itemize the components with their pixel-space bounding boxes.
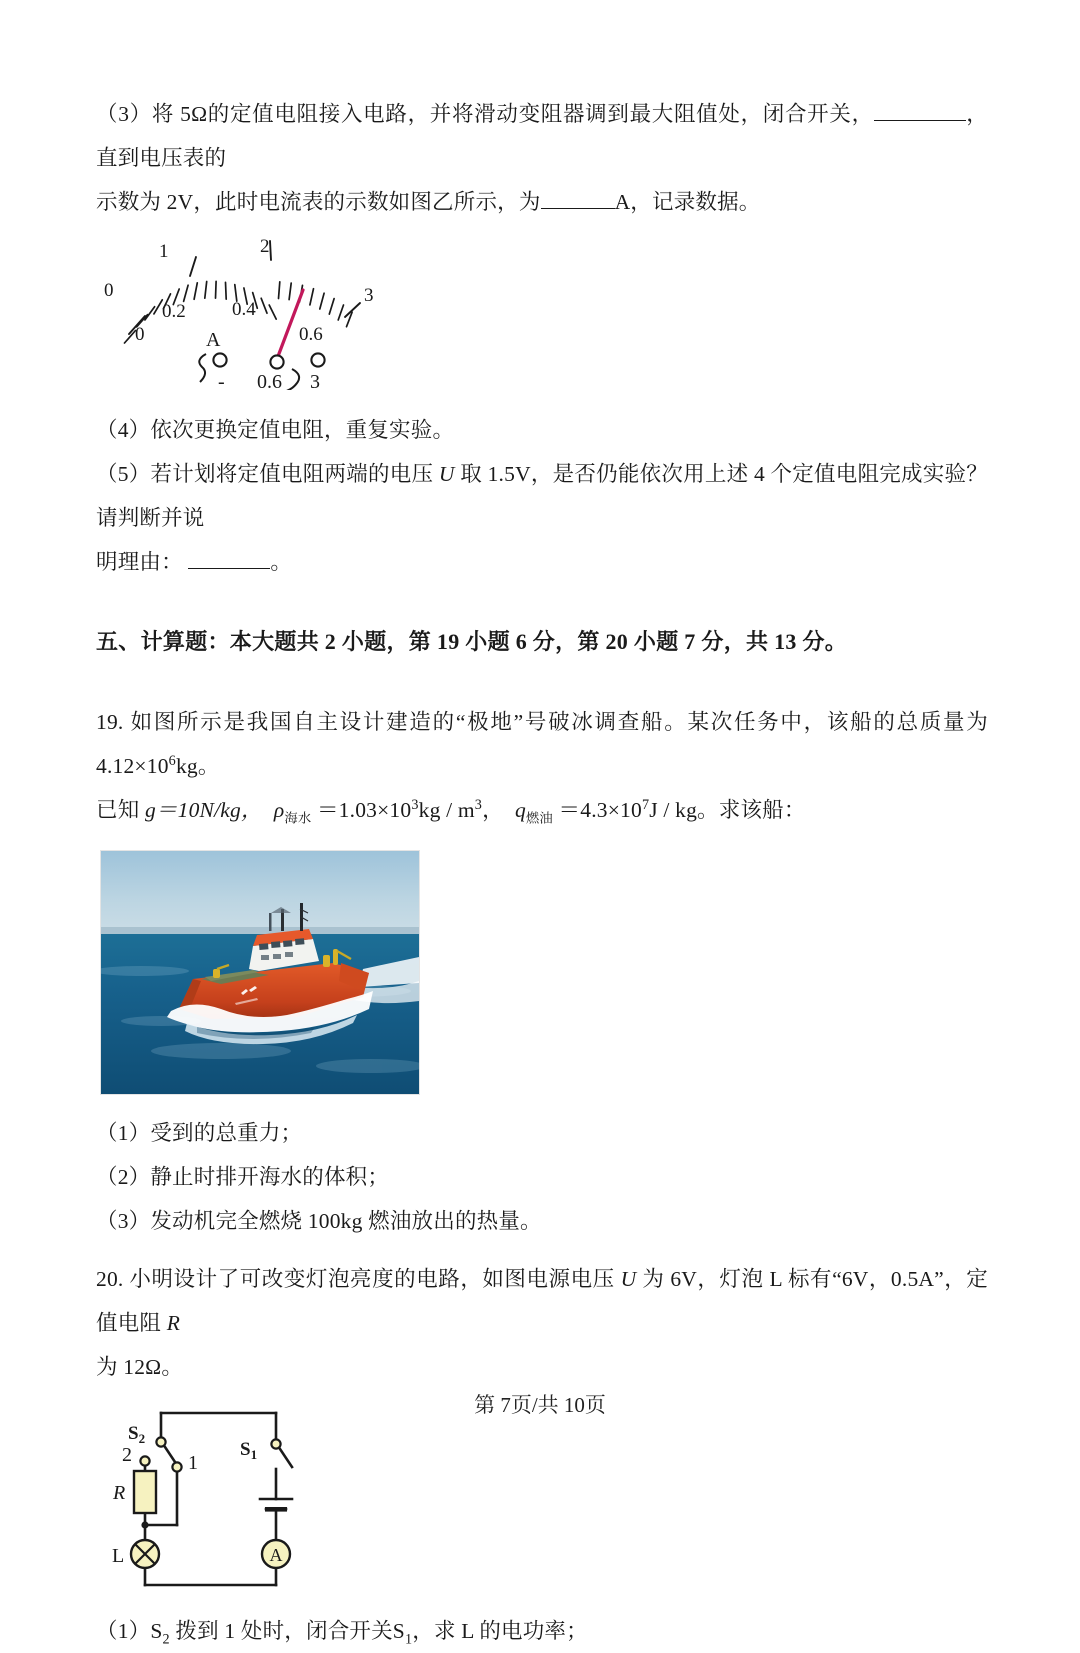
section-5-heading: 五、计算题：本大题共 2 小题，第 19 小题 6 分，第 20 小题 7 分，共 13 分。 (96, 629, 848, 654)
terminal-label-minus: - (218, 371, 225, 390)
scale-inner-0-4: 0.4 (232, 299, 256, 320)
q-value-b: J / kg (649, 798, 698, 822)
scale-outer-3: 3 (364, 285, 374, 306)
q20-item1-a: （1）S (96, 1619, 163, 1643)
question-20-stem (96, 1257, 988, 1345)
label-switch-s1: $S_1$ (240, 1439, 258, 1462)
q19-stem-a: 19. 如图所示是我国自主设计建造的“极地”号破冰调查船。某次任务中，该船的总质量为 4.12×10 (96, 710, 988, 778)
step3-line2-b: A，记录数据。 (614, 190, 761, 214)
scale-outer-2: 2 (260, 236, 270, 257)
given-label: 已知 (96, 798, 145, 822)
switch-s2-terminal-2 (140, 1456, 149, 1465)
question-19-stem (96, 700, 988, 788)
answer-blank-step3-1[interactable] (874, 120, 966, 121)
question-18-step-3-line2 (96, 180, 988, 224)
q20-symbol-u: U (620, 1267, 637, 1291)
resistor-symbol (134, 1471, 156, 1513)
terminal-label-3: 3 (310, 371, 320, 390)
rho-value-a: ＝1.03×10 (311, 798, 412, 822)
q-exponent: 7 (641, 796, 650, 813)
scale-inner-0-6: 0.6 (299, 324, 323, 345)
q20-symbol-r: R (166, 1311, 181, 1335)
question-19-given (96, 788, 988, 832)
question-20-stem-line2: 为 12Ω。 (96, 1355, 184, 1379)
q-subscript: 燃油 (525, 810, 553, 826)
rho-symbol: ρ (273, 798, 285, 822)
q-symbol: q (514, 798, 526, 822)
question-18-step-4: （4）依次更换定值电阻，重复实验。 (96, 418, 455, 442)
step5-line2: 明理由： (96, 550, 183, 574)
step3-text-b: ，直到电压表的 (96, 102, 988, 170)
given-tail: 。求该船： (697, 798, 806, 822)
switch-s2-terminal-1 (172, 1462, 181, 1471)
scale-inner-0: 0 (135, 324, 145, 345)
step5-b: 取 1.5V，是否仍能依次用上述 4 个定值电阻完成实验？请判断并说 (96, 462, 989, 530)
q20-stem-b: 为 6V，灯泡 L 标有“6V，0.5A”，定值电阻 (96, 1267, 988, 1335)
step5-a: （5）若计划将定值电阻两端的电压 (96, 462, 439, 486)
q20-item1-c: ，求 L 的电功率； (412, 1619, 588, 1643)
question-19-item-3: （3）发动机完全燃烧 100kg 燃油放出的热量。 (96, 1209, 542, 1233)
q19-stem-b: kg。 (175, 754, 220, 778)
ammeter-unit-label: A (206, 329, 221, 351)
label-resistor-r: R (113, 1482, 126, 1504)
rho-unit-exponent: 3 (474, 796, 483, 813)
question-19-item-1: （1）受到的总重力； (96, 1121, 303, 1145)
answer-blank-step3-2[interactable] (541, 208, 615, 209)
terminal-3 (311, 353, 324, 366)
q20-item1-b: 拨到 1 处时，闭合开关S (169, 1619, 405, 1643)
q20-stem-a: 20. 小明设计了可改变灯泡亮度的电路，如图电源电压 (96, 1267, 621, 1291)
figure-circuit-diagram (104, 1403, 334, 1599)
rho-exponent: 3 (411, 796, 419, 813)
rho-subscript: 海水 (284, 810, 312, 826)
label-lamp-l: L (112, 1545, 125, 1567)
answer-blank-step5[interactable] (188, 568, 270, 569)
switch-s2-pivot (156, 1437, 165, 1446)
terminal-minus (213, 353, 226, 366)
rho-value-b: kg / m (418, 798, 475, 822)
given-comma: ， (482, 798, 504, 822)
label-terminal-2: 2 (122, 1444, 132, 1466)
q-value-a: ＝4.3×10 (552, 798, 642, 822)
given-g: g＝10N/kg， (144, 798, 263, 822)
q20-item1-sub-1: 1 (404, 1631, 413, 1648)
symbol-u: U (438, 462, 455, 486)
label-switch-s2: $S_2$ (128, 1423, 146, 1446)
ammeter-symbol-label: A (269, 1545, 283, 1565)
scale-outer-1: 1 (159, 241, 169, 262)
question-18-step-5 (96, 452, 988, 540)
figure-icebreaker-ship-photo (100, 850, 420, 1095)
q20-item1-sub-2: 2 (162, 1631, 170, 1648)
question-18-step-3 (96, 92, 988, 180)
page-footer: 第 7页/共 10页 (474, 1393, 606, 1417)
step5-period: 。 (270, 550, 293, 574)
label-terminal-1: 1 (188, 1452, 198, 1474)
scale-inner-0-2: 0.2 (162, 301, 186, 322)
step3-text-a: （3）将 5Ω的定值电阻接入电路，并将滑动变阻器调到最大阻值处，闭合开关， (96, 102, 874, 126)
question-20-item-1 (96, 1609, 988, 1653)
terminal-label-0-6: 0.6 (257, 371, 282, 390)
q19-stem-exponent: 6 (168, 752, 176, 769)
step3-line2-a: 示数为 2V，此时电流表的示数如图乙所示，为 (96, 190, 541, 214)
terminal-0-6 (270, 355, 283, 368)
figure-ammeter (102, 230, 432, 390)
scale-outer-0: 0 (104, 280, 114, 301)
question-19-item-2: （2）静止时排开海水的体积； (96, 1165, 390, 1189)
switch-s1-pivot (271, 1439, 280, 1448)
question-18-step-5-line2 (96, 540, 988, 584)
